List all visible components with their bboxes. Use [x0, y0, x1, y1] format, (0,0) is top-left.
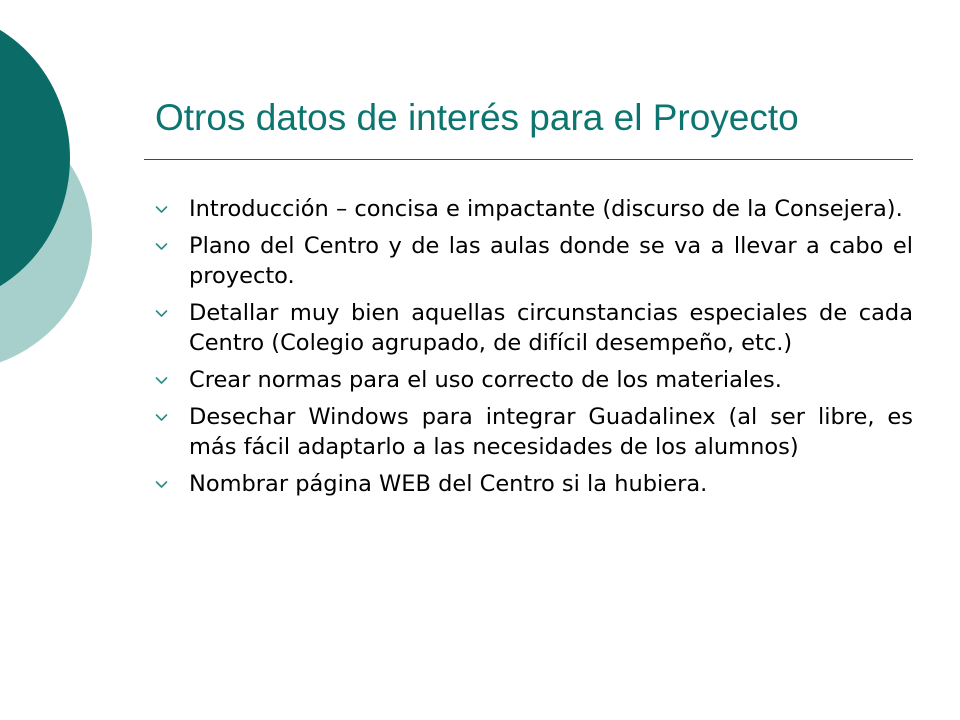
chevron-bullet-icon — [153, 365, 189, 395]
bullet-text: Nombrar página WEB del Centro si la hubiera. — [189, 471, 708, 497]
title-divider — [144, 159, 913, 160]
bullet-item — [153, 402, 913, 462]
slide-title: Otros datos de interés para el Proyecto — [155, 97, 799, 138]
chevron-bullet-icon — [153, 231, 189, 261]
bullet-text: Plano del Centro y de las aulas donde se va a llevar a cabo el proyecto. — [189, 233, 913, 289]
chevron-bullet-icon — [153, 194, 189, 224]
bullet-text: Desechar Windows para integrar Guadalinex (al ser libre, es más fácil adaptarlo a las necesidades de los alumnos) — [189, 404, 913, 460]
chevron-bullet-icon — [153, 298, 189, 328]
bullet-item — [153, 365, 913, 395]
bullet-item — [153, 469, 913, 499]
bullet-text: Detallar muy bien aquellas circunstancias especiales de cada Centro (Colegio agrupado, de difícil desempeño, etc.) — [189, 300, 913, 356]
bullet-text: Crear normas para el uso correcto de los materiales. — [189, 367, 782, 393]
bullet-item — [153, 298, 913, 358]
chevron-bullet-icon — [153, 402, 189, 432]
bullet-text: Introducción – concisa e impactante (discurso de la Consejera). — [189, 196, 903, 222]
bullet-item — [153, 231, 913, 291]
bullet-list — [153, 194, 913, 506]
chevron-bullet-icon — [153, 469, 189, 499]
bullet-item — [153, 194, 913, 224]
